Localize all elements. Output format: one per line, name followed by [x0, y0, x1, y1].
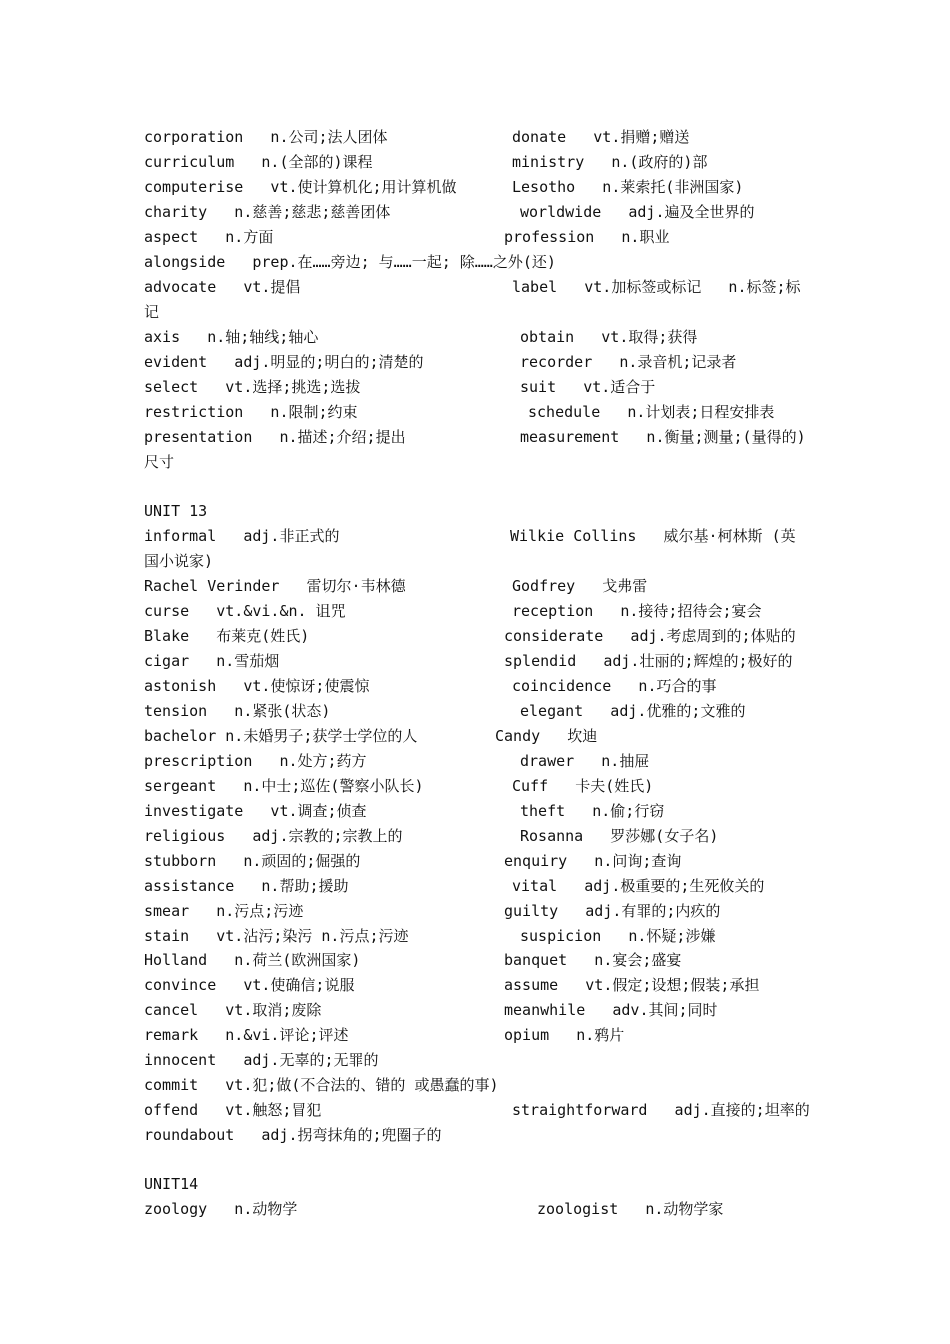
- entry: suit vt.适合于: [520, 378, 656, 396]
- entry: cancel vt.取消;废除: [144, 1001, 322, 1019]
- entry: opium n.鸦片: [504, 1026, 625, 1044]
- entry-wrap: 记: [144, 303, 160, 321]
- entry: drawer n.抽屉: [520, 752, 650, 770]
- entry: religious adj.宗教的;宗教上的: [144, 827, 403, 845]
- entry: informal adj.非正式的: [144, 527, 340, 545]
- entry: Godfrey 戈弗雷: [512, 577, 648, 595]
- entry: ministry n.(政府的)部: [512, 153, 708, 171]
- entry: Lesotho n.莱索托(非洲国家): [512, 178, 744, 196]
- entry: evident adj.明显的;明白的;清楚的: [144, 353, 424, 371]
- entry: smear n.污点;污迹: [144, 902, 304, 920]
- entry: coincidence n.巧合的事: [512, 677, 717, 695]
- entry: banquet n.宴会;盛宴: [504, 951, 682, 969]
- entry: charity n.慈善;慈悲;慈善团体: [144, 203, 391, 221]
- entry: straightforward adj.直接的;坦率的: [512, 1101, 810, 1119]
- entry: schedule n.计划表;日程安排表: [528, 403, 775, 421]
- entry: reception n.接待;招待会;宴会: [512, 602, 762, 620]
- entry: tension n.紧张(状态): [144, 702, 331, 720]
- entry: considerate adj.考虑周到的;体贴的: [504, 627, 796, 645]
- entry: presentation n.描述;介绍;提出: [144, 428, 406, 446]
- entry: computerise vt.使计算机化;用计算机做: [144, 178, 457, 196]
- entry: elegant adj.优雅的;文雅的: [520, 702, 746, 720]
- entry: aspect n.方面: [144, 228, 274, 246]
- entry: investigate vt.调查;侦查: [144, 802, 367, 820]
- entry: curse vt.&vi.&n. 诅咒: [144, 602, 346, 620]
- entry: sergeant n.中士;巡佐(警察小队长): [144, 777, 424, 795]
- unit-13-heading: UNIT 13: [144, 502, 208, 520]
- entry: donate vt.捐赠;赠送: [512, 128, 690, 146]
- entry: convince vt.使确信;说服: [144, 976, 355, 994]
- entry: cigar n.雪茄烟: [144, 652, 280, 670]
- entry: zoologist n.动物学家: [537, 1200, 724, 1218]
- entry: advocate vt.提倡: [144, 278, 301, 296]
- entry: suspicion n.怀疑;涉嫌: [520, 927, 716, 945]
- entry: assume vt.假定;设想;假装;承担: [504, 976, 760, 994]
- entry: axis n.轴;轴线;轴心: [144, 328, 319, 346]
- entry: Wilkie Collins 威尔基·柯林斯 (英: [510, 527, 796, 545]
- entry: Holland n.荷兰(欧洲国家): [144, 951, 361, 969]
- entry: enquiry n.问询;查询: [504, 852, 682, 870]
- entry-wrap: 国小说家): [144, 552, 214, 570]
- entry: profession n.职业: [504, 228, 670, 246]
- entry: Blake 布莱克(姓氏): [144, 627, 310, 645]
- unit-14-heading: UNIT14: [144, 1175, 199, 1193]
- entry: remark n.&vi.评论;评述: [144, 1026, 349, 1044]
- entry: zoology n.动物学: [144, 1200, 298, 1218]
- entry: corporation n.公司;法人团体: [144, 128, 388, 146]
- entry: worldwide adj.遍及全世界的: [520, 203, 755, 221]
- entry: splendid adj.壮丽的;辉煌的;极好的: [504, 652, 793, 670]
- entry: recorder n.录音机;记录者: [520, 353, 737, 371]
- entry: label vt.加标签或标记 n.标签;标: [512, 278, 801, 296]
- entry: select vt.选择;挑选;选拔: [144, 378, 361, 396]
- entry: Rosanna 罗莎娜(女子名): [520, 827, 719, 845]
- entry: offend vt.触怒;冒犯: [144, 1101, 322, 1119]
- entry: stain vt.沾污;染污 n.污点;污迹: [144, 927, 409, 945]
- entry: innocent adj.无辜的;无罪的: [144, 1051, 379, 1069]
- entry: meanwhile adv.其间;同时: [504, 1001, 718, 1019]
- entry: prescription n.处方;药方: [144, 752, 367, 770]
- entry: theft n.偷;行窃: [520, 802, 665, 820]
- entry: assistance n.帮助;援助: [144, 877, 349, 895]
- entry: alongside prep.在……旁边; 与……一起; 除……之外(还): [144, 253, 556, 271]
- entry: curriculum n.(全部的)课程: [144, 153, 373, 171]
- entry: Candy 坎迪: [495, 727, 598, 745]
- entry: bachelor n.未婚男子;获学士学位的人: [144, 727, 418, 745]
- entry: astonish vt.使惊讶;使震惊: [144, 677, 370, 695]
- entry: measurement n.衡量;测量;(量得的): [520, 428, 806, 446]
- entry: guilty adj.有罪的;内疚的: [504, 902, 721, 920]
- entry: roundabout adj.拐弯抹角的;兜圈子的: [144, 1126, 442, 1144]
- entry: obtain vt.取得;获得: [520, 328, 698, 346]
- entry: restriction n.限制;约束: [144, 403, 358, 421]
- entry: Rachel Verinder 雷切尔·韦林德: [144, 577, 406, 595]
- entry: Cuff 卡夫(姓氏): [512, 777, 654, 795]
- entry: commit vt.犯;做(不合法的、错的 或愚蠢的事): [144, 1076, 499, 1094]
- entry-wrap: 尺寸: [144, 453, 175, 471]
- entry: vital adj.极重要的;生死攸关的: [512, 877, 765, 895]
- entry: stubborn n.顽固的;倔强的: [144, 852, 361, 870]
